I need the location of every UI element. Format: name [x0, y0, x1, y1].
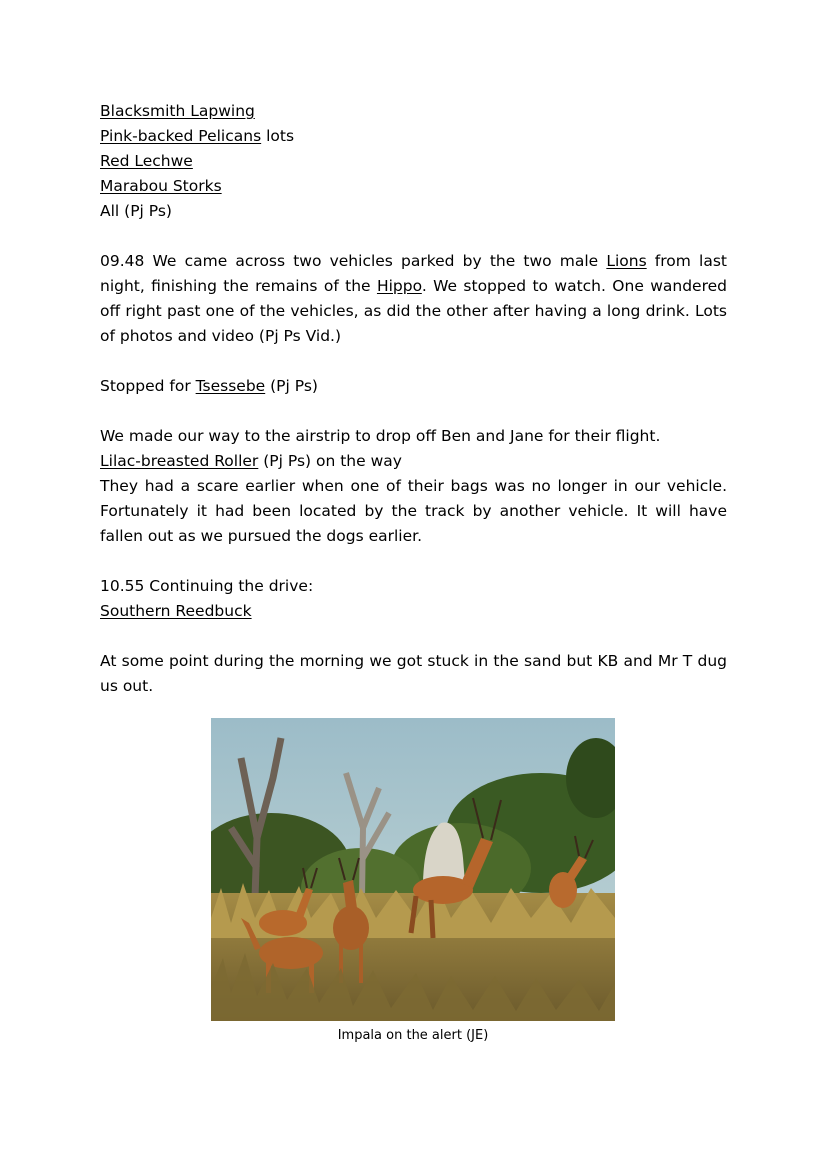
impala-photo — [211, 718, 615, 1021]
species-blacksmith-lapwing: Blacksmith Lapwing — [100, 102, 255, 120]
species-lilac-breasted-roller: Lilac-breasted Roller — [100, 452, 259, 470]
tsessebe-text-1: Stopped for — [100, 377, 196, 395]
lions-text-3: . We stopped to watch. One wandered off right past one of the vehicles, as did the other after having a long drink. Lots of photos and video (Pj Ps Vid.) — [100, 277, 728, 345]
species-southern-reedbuck: Southern Reedbuck — [100, 602, 252, 620]
paragraph-tsessebe — [100, 374, 727, 399]
bags-text: They had a scare earlier when one of their bags was no longer in our vehicle. Fortunately it had been located by the track by another vehicle. It will have fallen out as we pursued the dogs earlier. — [100, 477, 727, 545]
species-pink-backed-pelicans: Pink-backed Pelicans — [100, 127, 262, 145]
roller-note: (Pj Ps) on the way — [258, 452, 402, 470]
species-all-note: All (Pj Ps) — [100, 202, 172, 220]
pelicans-note: lots — [261, 127, 295, 145]
species-tsessebe: Tsessebe — [195, 377, 266, 395]
lions-text-1: 09.48 We came across two vehicles parked by the two male — [100, 252, 607, 270]
drive-time-note: 10.55 Continuing the drive: — [100, 577, 314, 595]
page-content — [100, 99, 727, 724]
species-list — [100, 99, 727, 224]
species-lions: Lions — [606, 252, 647, 270]
species-hippo: Hippo — [376, 277, 422, 295]
airstrip-line: We made our way to the airstrip to drop off Ben and Jane for their flight. — [100, 427, 661, 445]
paragraph-stuck: At some point during the morning we got stuck in the sand but KB and Mr T dug us out. — [100, 652, 727, 695]
paragraph-lions — [100, 249, 727, 349]
species-red-lechwe: Red Lechwe — [100, 152, 193, 170]
photo-illustration — [211, 718, 615, 1021]
paragraph-drive — [100, 574, 727, 624]
species-marabou-storks: Marabou Storks — [100, 177, 222, 195]
paragraph-airstrip — [100, 424, 727, 549]
photo-caption: Impala on the alert (JE) — [337, 1028, 489, 1043]
lions-text-2: from last night, finishing the remains of the — [100, 252, 727, 295]
tsessebe-text-2: (Pj Ps) — [265, 377, 318, 395]
